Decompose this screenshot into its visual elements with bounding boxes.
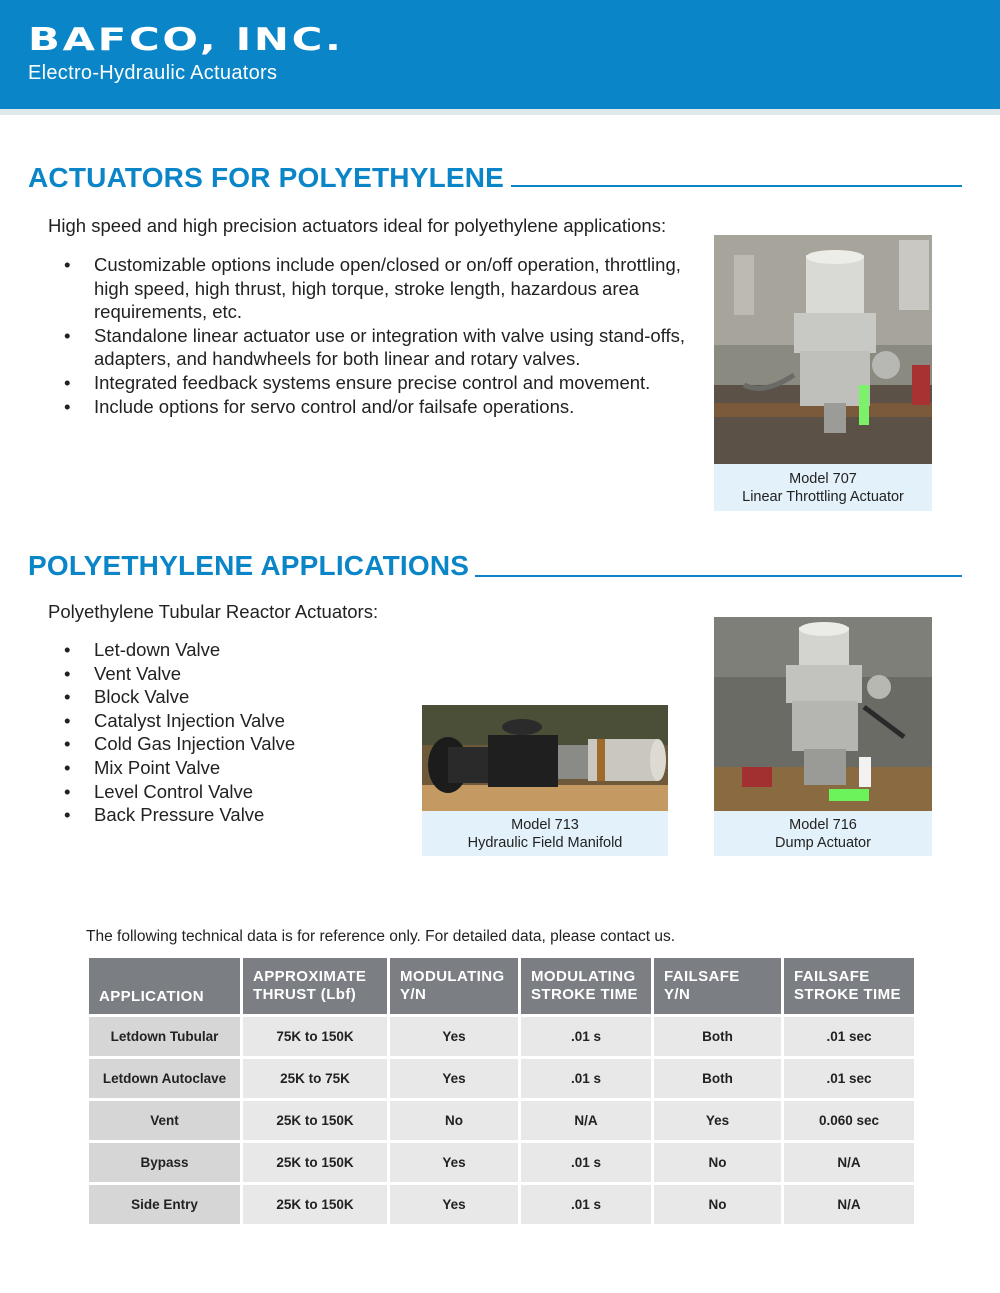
- cell-failsafe: Both: [654, 1017, 781, 1056]
- header-divider: [0, 109, 1000, 115]
- cell-failsafe: No: [654, 1185, 781, 1224]
- cell-thrust: 25K to 150K: [243, 1143, 387, 1182]
- caption-model-707: [714, 470, 932, 506]
- cell-failsafe-stroke: N/A: [784, 1185, 914, 1224]
- list-item: • Vent Valve: [48, 662, 398, 686]
- caption-model-desc: Linear Throttling Actuator: [742, 489, 904, 505]
- caption-model-713: [422, 816, 668, 852]
- photo-card-model-716: [714, 617, 932, 856]
- column-header-modulating-stroke: MODULATING STROKE TIME: [521, 958, 651, 1014]
- section-rule: [475, 575, 962, 577]
- header-banner: [0, 0, 1000, 109]
- list-item: • Integrated feedback systems ensure precise control and movement.: [48, 371, 698, 395]
- list-item: • Catalyst Injection Valve: [48, 709, 398, 733]
- table-row: [89, 1017, 914, 1056]
- section-title-actuators: ACTUATORS FOR POLYETHYLENE: [28, 162, 505, 193]
- table-row: [89, 1059, 914, 1098]
- cell-modulating: Yes: [390, 1143, 518, 1182]
- actuator-707-photo: [714, 235, 932, 464]
- cell-thrust: 25K to 150K: [243, 1101, 387, 1140]
- cell-modulating-stroke: .01 s: [521, 1017, 651, 1056]
- list-item: • Let-down Valve: [48, 638, 398, 662]
- cell-modulating: Yes: [390, 1059, 518, 1098]
- list-item: • Cold Gas Injection Valve: [48, 732, 398, 756]
- caption-model-716: [714, 816, 932, 852]
- cell-modulating: Yes: [390, 1017, 518, 1056]
- list-item: • Include options for servo control and/or failsafe operations.: [48, 395, 698, 419]
- caption-model-desc: Hydraulic Field Manifold: [467, 835, 623, 851]
- cell-modulating-stroke: .01 s: [521, 1143, 651, 1182]
- list-item: • Customizable options include open/closed or on/off operation, throttling, high speed, high thrust, high torque, stroke length, hazardous area requirements, etc.: [48, 253, 698, 324]
- list-item: • Block Valve: [48, 685, 398, 709]
- cell-modulating: No: [390, 1101, 518, 1140]
- column-header-thrust: APPROXIMATE THRUST (Lbf): [243, 958, 387, 1014]
- cell-thrust: 25K to 75K: [243, 1059, 387, 1098]
- cell-application: Vent: [89, 1101, 240, 1140]
- cell-application: Letdown Tubular: [89, 1017, 240, 1056]
- column-header-failsafe: FAILSAFE Y/N: [654, 958, 781, 1014]
- caption-model-number: Model 707: [789, 471, 857, 487]
- section2-intro: Polyethylene Tubular Reactor Actuators:: [48, 601, 379, 622]
- section-rule: [511, 185, 962, 187]
- cell-application: Side Entry: [89, 1185, 240, 1224]
- cell-modulating-stroke: .01 s: [521, 1059, 651, 1098]
- cell-application: Bypass: [89, 1143, 240, 1182]
- cell-modulating-stroke: .01 s: [521, 1185, 651, 1224]
- technical-data-table: [86, 955, 917, 1227]
- table-row: [89, 1143, 914, 1182]
- table-row: [89, 1185, 914, 1224]
- section-title-applications: POLYETHYLENE APPLICATIONS: [28, 550, 470, 581]
- cell-failsafe: Yes: [654, 1101, 781, 1140]
- photo-card-model-713: [422, 705, 668, 856]
- photo-card-model-707: [714, 235, 932, 511]
- cell-thrust: 25K to 150K: [243, 1185, 387, 1224]
- cell-failsafe-stroke: .01 sec: [784, 1059, 914, 1098]
- manifold-713-photo: [422, 705, 668, 811]
- caption-model-desc: Dump Actuator: [775, 835, 871, 851]
- column-header-failsafe-stroke: FAILSAFE STROKE TIME: [784, 958, 914, 1014]
- column-header-application: APPLICATION: [89, 958, 240, 1014]
- technical-data-note: The following technical data is for reference only. For detailed data, please contact us.: [86, 928, 676, 945]
- cell-modulating: Yes: [390, 1185, 518, 1224]
- cell-modulating-stroke: N/A: [521, 1101, 651, 1140]
- list-item: • Standalone linear actuator use or integration with valve using stand-offs, adapters, and handwheels for both linear and rotary valves.: [48, 324, 698, 371]
- table-header-row: [89, 958, 914, 1014]
- list-item: • Back Pressure Valve: [48, 803, 398, 827]
- cell-failsafe-stroke: N/A: [784, 1143, 914, 1182]
- column-header-modulating: MODULATING Y/N: [390, 958, 518, 1014]
- company-name: BAFCO, INC.: [28, 22, 344, 58]
- cell-application: Letdown Autoclave: [89, 1059, 240, 1098]
- cell-thrust: 75K to 150K: [243, 1017, 387, 1056]
- caption-model-number: Model 713: [511, 817, 579, 833]
- cell-failsafe: No: [654, 1143, 781, 1182]
- actuator-716-photo: [714, 617, 932, 811]
- caption-model-number: Model 716: [789, 817, 857, 833]
- application-list: [48, 638, 398, 827]
- section1-intro: High speed and high precision actuators ideal for polyethylene applications:: [48, 215, 667, 236]
- table-row: [89, 1101, 914, 1140]
- list-item: • Mix Point Valve: [48, 756, 398, 780]
- list-item: • Level Control Valve: [48, 780, 398, 804]
- cell-failsafe: Both: [654, 1059, 781, 1098]
- company-tagline: Electro-Hydraulic Actuators: [28, 62, 278, 84]
- feature-list: [48, 253, 698, 418]
- cell-failsafe-stroke: 0.060 sec: [784, 1101, 914, 1140]
- cell-failsafe-stroke: .01 sec: [784, 1017, 914, 1056]
